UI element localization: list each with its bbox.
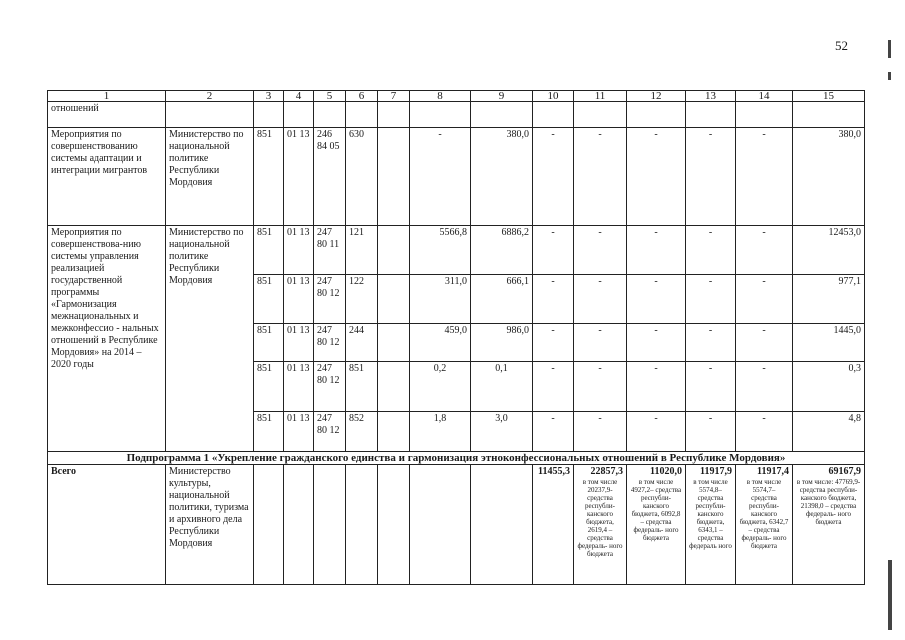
value-cell: - bbox=[574, 412, 627, 452]
page-number: 52 bbox=[835, 38, 848, 53]
column-number: 9 bbox=[471, 91, 533, 102]
code-cell: 247 80 12 bbox=[314, 412, 346, 452]
value-cell: 1445,0 bbox=[793, 324, 865, 362]
value-cell: 0,2 bbox=[410, 362, 471, 412]
column-number: 13 bbox=[686, 91, 736, 102]
total-row bbox=[48, 465, 865, 585]
code-cell: 852 bbox=[346, 412, 378, 452]
value-cell: - bbox=[574, 275, 627, 324]
value-cell: 380,0 bbox=[471, 128, 533, 226]
code-cell: 247 80 12 bbox=[314, 275, 346, 324]
code-cell: 851 bbox=[254, 128, 284, 226]
total-cell bbox=[736, 465, 793, 585]
value-cell: - bbox=[736, 412, 793, 452]
total-breakdown: в том числе 20237,9- средства республи- канского бюджета, 2619,4 – средства федераль- ного бюджета bbox=[577, 478, 623, 558]
value-cell: 5566,8 bbox=[410, 226, 471, 275]
carry-over-text: отношений bbox=[48, 102, 166, 128]
value-cell: - bbox=[736, 275, 793, 324]
value-cell: - bbox=[574, 324, 627, 362]
scan-edge-mark bbox=[888, 72, 891, 80]
total-breakdown: в том числе 5574,7– средства республи- канского бюджета, 6342,7 – средства федераль- ного бюджета bbox=[739, 478, 789, 550]
column-number: 12 bbox=[627, 91, 686, 102]
value-cell: - bbox=[533, 226, 574, 275]
value-cell: - bbox=[736, 128, 793, 226]
value-cell: - bbox=[736, 362, 793, 412]
value-cell: - bbox=[574, 128, 627, 226]
total-value: 11455,3 bbox=[533, 465, 574, 585]
code-cell: 01 13 bbox=[284, 226, 314, 275]
code-cell: 122 bbox=[346, 275, 378, 324]
value-cell: - bbox=[686, 226, 736, 275]
total-label: Всего bbox=[48, 465, 166, 585]
column-number-row bbox=[48, 91, 865, 102]
value-cell: 986,0 bbox=[471, 324, 533, 362]
code-cell: 01 13 bbox=[284, 412, 314, 452]
code-cell: 851 bbox=[254, 324, 284, 362]
code-cell: 851 bbox=[254, 362, 284, 412]
value-cell: 0,1 bbox=[471, 362, 533, 412]
value-cell: 977,1 bbox=[793, 275, 865, 324]
total-value: 11917,9 bbox=[700, 466, 732, 477]
value-cell: - bbox=[686, 275, 736, 324]
measure-name: Мероприятия по совершенствова-нию системы управления реализацией государственной программы «Гармонизация межнациональных и межконфессио - нальных отношений в Республике Мордовия» на 2014 – 2020 годы bbox=[48, 226, 166, 452]
value-cell: 6886,2 bbox=[471, 226, 533, 275]
value-cell: 3,0 bbox=[471, 412, 533, 452]
column-number: 10 bbox=[533, 91, 574, 102]
value-cell: 380,0 bbox=[793, 128, 865, 226]
column-number: 5 bbox=[314, 91, 346, 102]
total-cell bbox=[627, 465, 686, 585]
value-cell: - bbox=[686, 128, 736, 226]
value-cell: - bbox=[533, 324, 574, 362]
responsible-ministry: Министерство по национальной политике Республики Мордовия bbox=[166, 128, 254, 226]
value-cell: 1,8 bbox=[410, 412, 471, 452]
total-cell bbox=[574, 465, 627, 585]
column-number: 4 bbox=[284, 91, 314, 102]
value-cell: - bbox=[627, 362, 686, 412]
value-cell: - bbox=[627, 324, 686, 362]
value-cell: - bbox=[574, 226, 627, 275]
code-cell: 01 13 bbox=[284, 324, 314, 362]
value-cell: - bbox=[574, 362, 627, 412]
column-number: 7 bbox=[378, 91, 410, 102]
value-cell: - bbox=[627, 412, 686, 452]
code-cell: 247 80 12 bbox=[314, 362, 346, 412]
column-number: 1 bbox=[48, 91, 166, 102]
table-row bbox=[48, 102, 865, 128]
column-number: 11 bbox=[574, 91, 627, 102]
value-cell: 0,3 bbox=[793, 362, 865, 412]
scan-edge-mark bbox=[888, 40, 891, 58]
column-number: 2 bbox=[166, 91, 254, 102]
value-cell: - bbox=[627, 275, 686, 324]
value-cell: - bbox=[533, 275, 574, 324]
subprogram-title: Подпрограмма 1 «Укрепление гражданского единства и гармонизация этноконфессиональных отношений в Республике Мордовия» bbox=[48, 452, 865, 465]
code-cell: 01 13 bbox=[284, 275, 314, 324]
value-cell: - bbox=[686, 324, 736, 362]
code-cell: 851 bbox=[254, 275, 284, 324]
value-cell: - bbox=[533, 128, 574, 226]
total-cell bbox=[793, 465, 865, 585]
scan-edge-mark bbox=[888, 560, 892, 630]
code-cell: 01 13 bbox=[284, 128, 314, 226]
total-value: 11020,0 bbox=[650, 466, 682, 477]
value-cell: - bbox=[686, 412, 736, 452]
value-cell: - bbox=[736, 226, 793, 275]
responsible-ministry: Министерство по национальной политике Республики Мордовия bbox=[166, 226, 254, 452]
subprogram-row bbox=[48, 452, 865, 465]
value-cell: 311,0 bbox=[410, 275, 471, 324]
total-breakdown: в том числе: 47769,9- средства республи- канского бюджета, 21398,0 – средства федераль- ного бюджета bbox=[796, 478, 861, 526]
value-cell: - bbox=[410, 128, 471, 226]
value-cell: - bbox=[686, 362, 736, 412]
total-value: 11917,4 bbox=[757, 466, 789, 477]
value-cell: 12453,0 bbox=[793, 226, 865, 275]
column-number: 14 bbox=[736, 91, 793, 102]
code-cell: 630 bbox=[346, 128, 378, 226]
value-cell: - bbox=[533, 412, 574, 452]
total-value: 22857,3 bbox=[590, 466, 623, 477]
value-cell: 459,0 bbox=[410, 324, 471, 362]
column-number: 3 bbox=[254, 91, 284, 102]
code-cell: 244 bbox=[346, 324, 378, 362]
code-cell: 01 13 bbox=[284, 362, 314, 412]
budget-table bbox=[47, 90, 865, 585]
value-cell: 666,1 bbox=[471, 275, 533, 324]
code-cell: 851 bbox=[254, 226, 284, 275]
total-breakdown: в том числе 5574,8– средства республи- канского бюджета, 6343,1 – средства федераль ного bbox=[689, 478, 732, 550]
measure-name: Мероприятия по совершенствованию системы адаптации и интеграции мигрантов bbox=[48, 128, 166, 226]
column-number: 8 bbox=[410, 91, 471, 102]
code-cell: 121 bbox=[346, 226, 378, 275]
total-breakdown: в том числе 4927,2– средства республи- канского бюджета, 6092,8 – средства федераль- ного бюджета bbox=[630, 478, 682, 542]
code-cell: 851 bbox=[254, 412, 284, 452]
table-row bbox=[48, 226, 865, 275]
total-cell bbox=[686, 465, 736, 585]
column-number: 15 bbox=[793, 91, 865, 102]
code-cell: 247 80 12 bbox=[314, 324, 346, 362]
value-cell: - bbox=[533, 362, 574, 412]
value-cell: 4,8 bbox=[793, 412, 865, 452]
responsible-ministry: Министерство культуры, национальной политики, туризма и архивного дела Республики Мордовия bbox=[166, 465, 254, 585]
code-cell: 247 80 11 bbox=[314, 226, 346, 275]
code-cell: 246 84 05 bbox=[314, 128, 346, 226]
value-cell: - bbox=[627, 128, 686, 226]
value-cell: - bbox=[627, 226, 686, 275]
code-cell: 851 bbox=[346, 362, 378, 412]
value-cell: - bbox=[736, 324, 793, 362]
table-row bbox=[48, 128, 865, 226]
column-number: 6 bbox=[346, 91, 378, 102]
total-value: 69167,9 bbox=[828, 466, 861, 477]
